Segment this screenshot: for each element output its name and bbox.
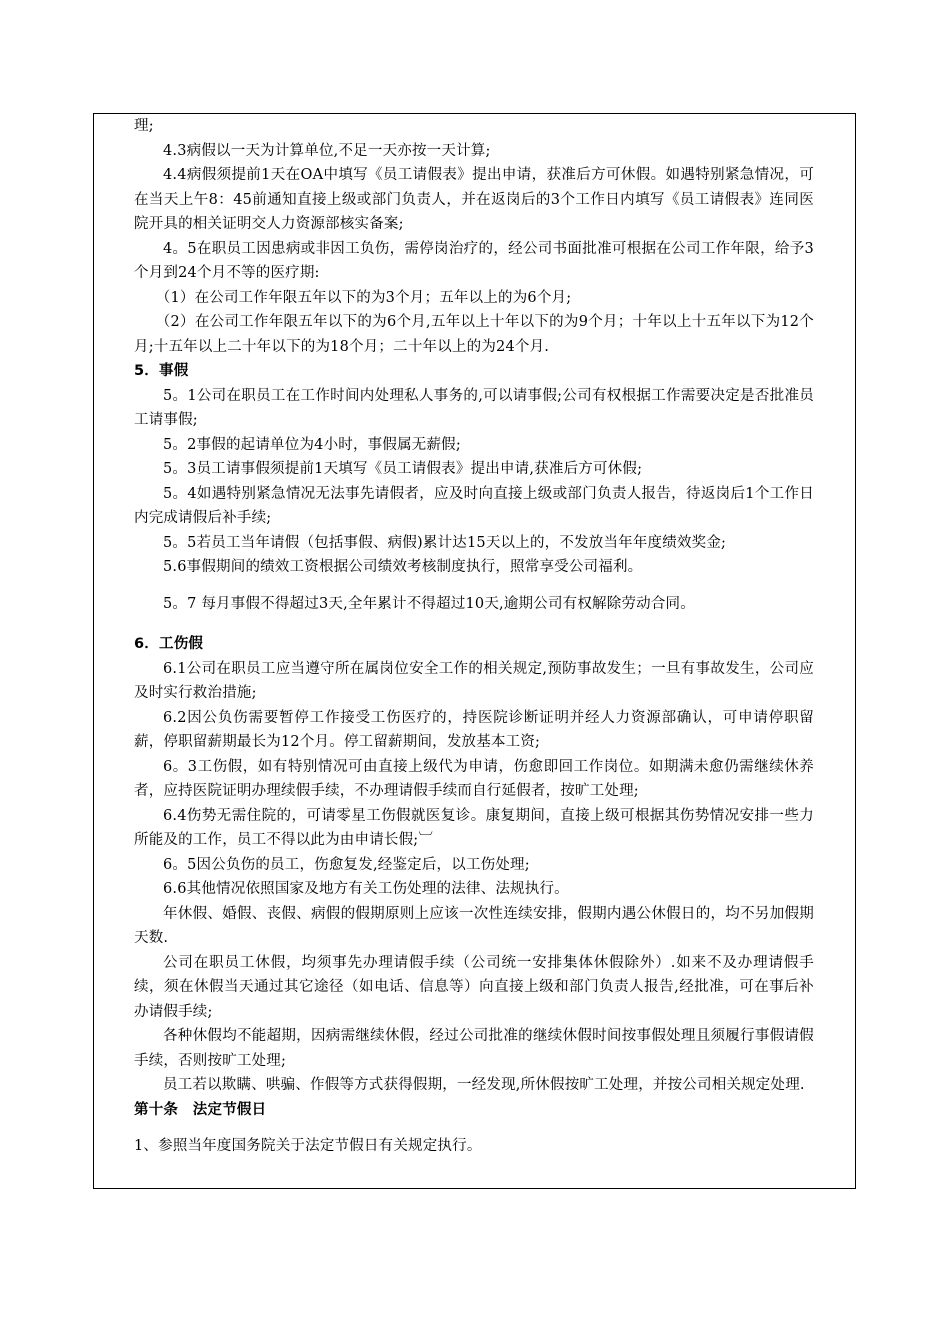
paragraph: 公司在职员工休假，均须事先办理请假手续（公司统一安排集体休假除外）.如来不及办理请假手续，须在休假当天通过其它途径（如电话、信息等）向直接上级和部门负责人报告,经批准，可在事后补办请假手续; bbox=[134, 954, 814, 1020]
paragraph: （1）在公司工作年限五年以下的为3个月；五年以上的为6个月; bbox=[155, 289, 572, 306]
paragraph: 5。7 每月事假不得超过3天,全年累计不得超过10天,逾期公司有权解除劳动合同。 bbox=[163, 595, 695, 612]
paragraph: 5。5若员工当年请假（包括事假、病假)累计达15天以上的，不发放当年年度绩效奖金; bbox=[163, 534, 727, 551]
paragraph: 4。5在职员工因患病或非因工负伤，需停岗治疗的，经公司书面批准可根据在公司工作年限，给予3个月到24个月不等的医疗期: bbox=[134, 240, 814, 281]
document-body bbox=[134, 114, 814, 1159]
paragraph: 理; bbox=[134, 118, 154, 134]
section-heading: 6．工伤假 bbox=[134, 636, 204, 652]
paragraph: 4.4病假须提前1天在OA中填写《员工请假表》提出申请，获准后方可休假。如遇特别紧急情况，可在当天上午8：45前通知直接上级或部门负责人，并在返岗后的3个工作日内填写《员工请假表》连同医院开具的相关证明交人力资源部核实备案; bbox=[134, 167, 814, 232]
paragraph: 年休假、婚假、丧假、病假的假期原则上应该一次性连续安排，假期内遇公休假日的，均不另加假期天数. bbox=[134, 905, 814, 946]
paragraph: 各种休假均不能超期，因病需继续休假，经过公司批准的继续休假时间按事假处理且须履行事假请假手续，否则按旷工处理; bbox=[134, 1028, 814, 1069]
paragraph: 6。5因公负伤的员工，伤愈复发,经鉴定后，以工伤处理; bbox=[163, 856, 530, 873]
paragraph: （2）在公司工作年限五年以下的为6个月,五年以上十年以下的为9个月；十年以上十五年以下为12个月;十五年以上二十年以下的为18个月；二十年以上的为24个月. bbox=[134, 314, 814, 355]
paragraph: 6。3工伤假，如有特别情况可由直接上级代为申请，伤愈即回工作岗位。如期满未愈仍需继续休养者，应持医院证明办理续假手续，不办理请假手续而自行延假者，按旷工处理; bbox=[134, 758, 814, 799]
section-heading: 5．事假 bbox=[134, 363, 189, 379]
document-frame bbox=[93, 113, 856, 1189]
paragraph: 员工若以欺瞒、哄骗、作假等方式获得假期，一经发现,所休假按旷工处理，并按公司相关规定处理. bbox=[163, 1077, 805, 1093]
spacer bbox=[134, 616, 814, 632]
paragraph: 4.3病假以一天为计算单位,不足一天亦按一天计算; bbox=[163, 142, 491, 159]
spacer bbox=[134, 1122, 814, 1134]
paragraph: 5。2事假的起请单位为4小时，事假属无薪假; bbox=[163, 436, 461, 453]
paragraph: 5。1公司在职员工在工作时间内处理私人事务的,可以请事假;公司有权根据工作需要决定是否批准员工请事假; bbox=[134, 387, 814, 428]
article-heading: 第十条 法定节假日 bbox=[134, 1101, 267, 1118]
paragraph: 5.6事假期间的绩效工资根据公司绩效考核制度执行，照常享受公司福利。 bbox=[163, 559, 643, 575]
paragraph: 6.6其他情况依照国家及地方有关工伤处理的法律、法规执行。 bbox=[163, 881, 569, 897]
spacer bbox=[134, 580, 814, 592]
paragraph: 1、参照当年度国务院关于法定节假日有关规定执行。 bbox=[134, 1138, 482, 1154]
paragraph: 5。4如遇特别紧急情况无法事先请假者，应及时向直接上级或部门负责人报告，待返岗后1个工作日内完成请假后补手续; bbox=[134, 485, 814, 526]
paragraph: 6.4伤势无需住院的，可请零星工伤假就医复诊。康复期间，直接上级可根据其伤势情况安排一些力所能及的工作，员工不得以此为由申请长假;︺ bbox=[134, 807, 814, 848]
paragraph: 5。3员工请事假须提前1天填写《员工请假表》提出申请,获准后方可休假; bbox=[163, 461, 643, 477]
paragraph: 6.1公司在职员工应当遵守所在属岗位安全工作的相关规定,预防事故发生；一旦有事故发生，公司应及时实行救治措施; bbox=[134, 660, 814, 701]
paragraph: 6.2因公负伤需要暂停工作接受工伤医疗的，持医院诊断证明并经人力资源部确认，可申请停职留薪，停职留薪期最长为12个月。停工留薪期间，发放基本工资; bbox=[134, 709, 814, 750]
